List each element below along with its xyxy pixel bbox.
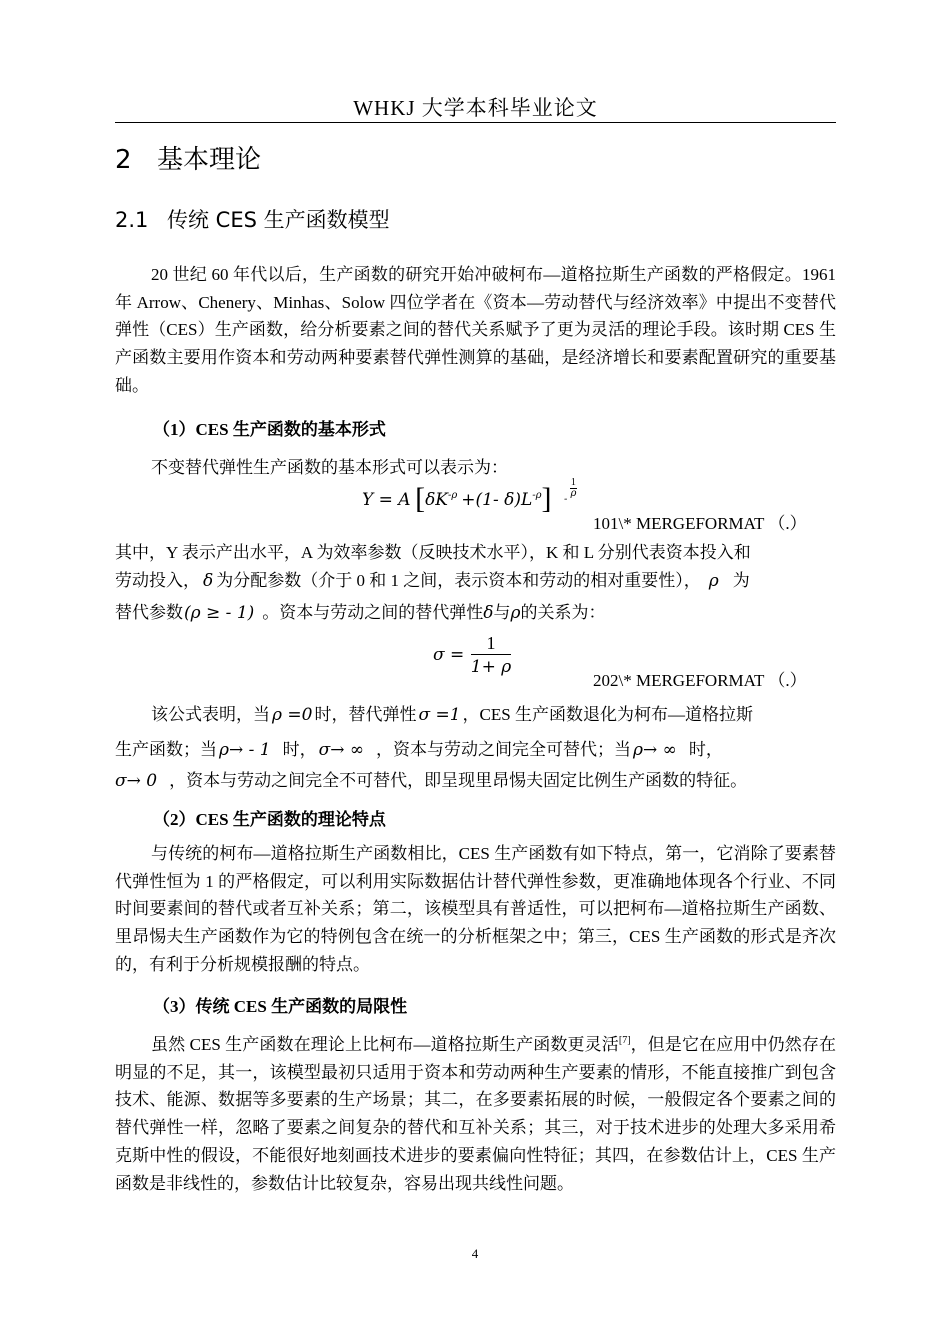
eq2-lhs: σ = bbox=[433, 645, 465, 665]
eq1-outer-exp-sign: - bbox=[564, 494, 568, 505]
chapter-title: 基本理论 bbox=[157, 145, 262, 175]
eq1-bracket-close: ] bbox=[541, 482, 552, 515]
subheading-basic-form: （1）CES 生产函数的基本形式 bbox=[153, 420, 386, 439]
para3-l1-text-c: ，CES 生产函数退化为柯布—道格拉斯 bbox=[462, 705, 753, 724]
para2-line3-text-d: 的关系为： bbox=[520, 603, 606, 622]
rho-symbol-2: ρ bbox=[510, 603, 521, 623]
section-title: 传统 CES 生产函数模型 bbox=[167, 208, 390, 232]
para3-math-rho-inf: ρ→ ∞ bbox=[633, 740, 677, 760]
paragraph-features: 与传统的柯布—道格拉斯生产函数相比，CES 生产函数有如下特点，第一，它消除了要素替代弹性恒为 1 的严格假定，可以利用实际数据估计替代弹性参数，更准确地体现各个行业、不同时间要素间的替代或者互补关系；第二，该模型具有普适性，可以把柯布—道格拉斯生产函数、里昂惕夫生产函数作为它的特例包含在统一的分析框架之中；第三，CES 生产函数的形式是齐次的，有利于分析规模报酬的特点。 bbox=[115, 844, 836, 974]
para3-math-rho-neg1: ρ→ - 1 bbox=[219, 740, 271, 760]
chapter-heading bbox=[115, 139, 261, 176]
para3-math-rho0: ρ =0 bbox=[272, 705, 313, 725]
para3-l1-text-b: 时，替代弹性 bbox=[314, 705, 417, 724]
para3-l2-text-a: 生产函数；当 bbox=[115, 740, 217, 759]
eq1-outer-exp-frac bbox=[570, 478, 577, 499]
eq2-denominator: 1+ ρ bbox=[470, 657, 512, 677]
formula-intro: 不变替代弹性生产函数的基本形式可以表示为： bbox=[151, 458, 508, 477]
eq1-delta-k: δK bbox=[425, 490, 448, 510]
rho-symbol: ρ bbox=[708, 571, 719, 591]
para2-line2-text-a: 劳动投入， bbox=[115, 571, 200, 590]
section-heading bbox=[115, 204, 390, 234]
para3-l2-text-c: ，资本与劳动之间完全可替代；当 bbox=[376, 740, 632, 759]
equation-2-tag: 202\* MERGEFORMAT （.） bbox=[593, 671, 807, 690]
rho-constraint: (ρ ≥ - 1) bbox=[184, 603, 255, 623]
para5-text-b: ，但是它在应用中仍然存在明显的不足，其一，该模型最初只适用于资本和劳动两种生产要素的情形，不能直接推广到包含技术、能源、数据等多要素的生产场景；其二，在多要素拓展的时候，一般假定各个要素之间的替代弹性一样，忽略了要素之间复杂的替代和互补关系；其三，对于技术进步的处理大多采用希克斯中性的假设，不能很好地刻画技术进步的要素偏向性特征；其四，在参数估计上，CES 生产函数是非线性的，参数估计比较复杂，容易出现共线性问题。 bbox=[115, 1035, 836, 1193]
equation-1-tag: 101\* MERGEFORMAT （.） bbox=[593, 514, 807, 533]
delta-symbol: δ bbox=[203, 571, 214, 591]
para2-line3-text-c: 与 bbox=[493, 603, 511, 622]
para2-line2 bbox=[115, 566, 836, 591]
para3-line3 bbox=[115, 766, 836, 791]
para5-text-a: 虽然 CES 生产函数在理论上比柯布—道格拉斯生产函数更灵活 bbox=[151, 1035, 619, 1054]
citation-7: [7] bbox=[618, 1035, 631, 1046]
header-rule bbox=[115, 122, 836, 123]
para2-line2-text-b: 为分配参数（介于 0 和 1 之间，表示资本和劳动的相对重要性）， bbox=[216, 571, 701, 590]
page-number: 4 bbox=[471, 1246, 479, 1261]
para2-line3-text-b: 。资本与劳动之间的替代弹性 bbox=[262, 603, 484, 622]
para2-line3 bbox=[115, 598, 836, 623]
section-number: 2.1 bbox=[115, 208, 149, 232]
eq1-lhs: Y = A bbox=[362, 490, 411, 510]
equation-elasticity bbox=[433, 632, 511, 679]
para3-l1-text-a: 该公式表明，当 bbox=[151, 705, 270, 724]
para3-l3-text: ，资本与劳动之间完全不可替代，即呈现里昂惕夫固定比例生产函数的特征。 bbox=[169, 771, 748, 790]
eq1-outer-exponent bbox=[564, 478, 577, 505]
para2-line3-text-a: 替代参数 bbox=[115, 603, 183, 622]
eq2-numerator: 1 bbox=[471, 632, 511, 655]
eq1-exp2: -ρ bbox=[532, 490, 542, 501]
paragraph-intro: 20 世纪 60 年代以后，生产函数的研究开始冲破柯布—道格拉斯生产函数的严格假定。1961 年 Arrow、Chenery、Minhas、Solow 四位学者在《资本—劳动替代与经济效率》中提出不变替代弹性（CES）生产函数，给分析要素之间的替代关系赋予了更为灵活的理论手段。该时期 CES 生产函数主要用作资本和劳动两种要素替代弹性测算的基础，是经济增长和要素配置研究的重要基础。 bbox=[115, 265, 836, 395]
para3-line2 bbox=[115, 735, 836, 760]
eq1-bracket-open: [ bbox=[415, 482, 426, 515]
eq1-outer-exp-num: 1 bbox=[570, 477, 576, 488]
para3-l2-text-b: 时， bbox=[282, 740, 317, 759]
eq2-fraction bbox=[471, 632, 511, 679]
subheading-limitations: （3）传统 CES 生产函数的局限性 bbox=[153, 997, 408, 1016]
para3-l2-text-d: 时， bbox=[688, 740, 723, 759]
chapter-number: 2 bbox=[115, 145, 132, 175]
para3-math-sigma-inf: σ→ ∞ bbox=[318, 740, 365, 760]
eq1-exp1: -ρ bbox=[448, 490, 458, 501]
para3-math-sigma1: σ =1 bbox=[418, 705, 461, 725]
delta-symbol-2: δ bbox=[483, 603, 494, 623]
running-header: WHKJ 大学本科毕业论文 bbox=[353, 96, 598, 120]
para3-line1 bbox=[151, 700, 872, 725]
para3-math-sigma0: σ→ 0 bbox=[115, 771, 158, 791]
para2-line1: 其中，Y 表示产出水平，A 为效率参数（反映技术水平），K 和 L 分别代表资本投入和 bbox=[115, 543, 751, 562]
eq1-outer-exp-den: ρ bbox=[570, 488, 577, 499]
paragraph-limitations bbox=[115, 1027, 836, 1197]
para2-line2-text-c: 为 bbox=[732, 571, 750, 590]
equation-ces bbox=[362, 477, 577, 516]
eq1-mid: +(1- δ)L bbox=[461, 490, 533, 510]
subheading-features: （2）CES 生产函数的理论特点 bbox=[153, 810, 386, 829]
